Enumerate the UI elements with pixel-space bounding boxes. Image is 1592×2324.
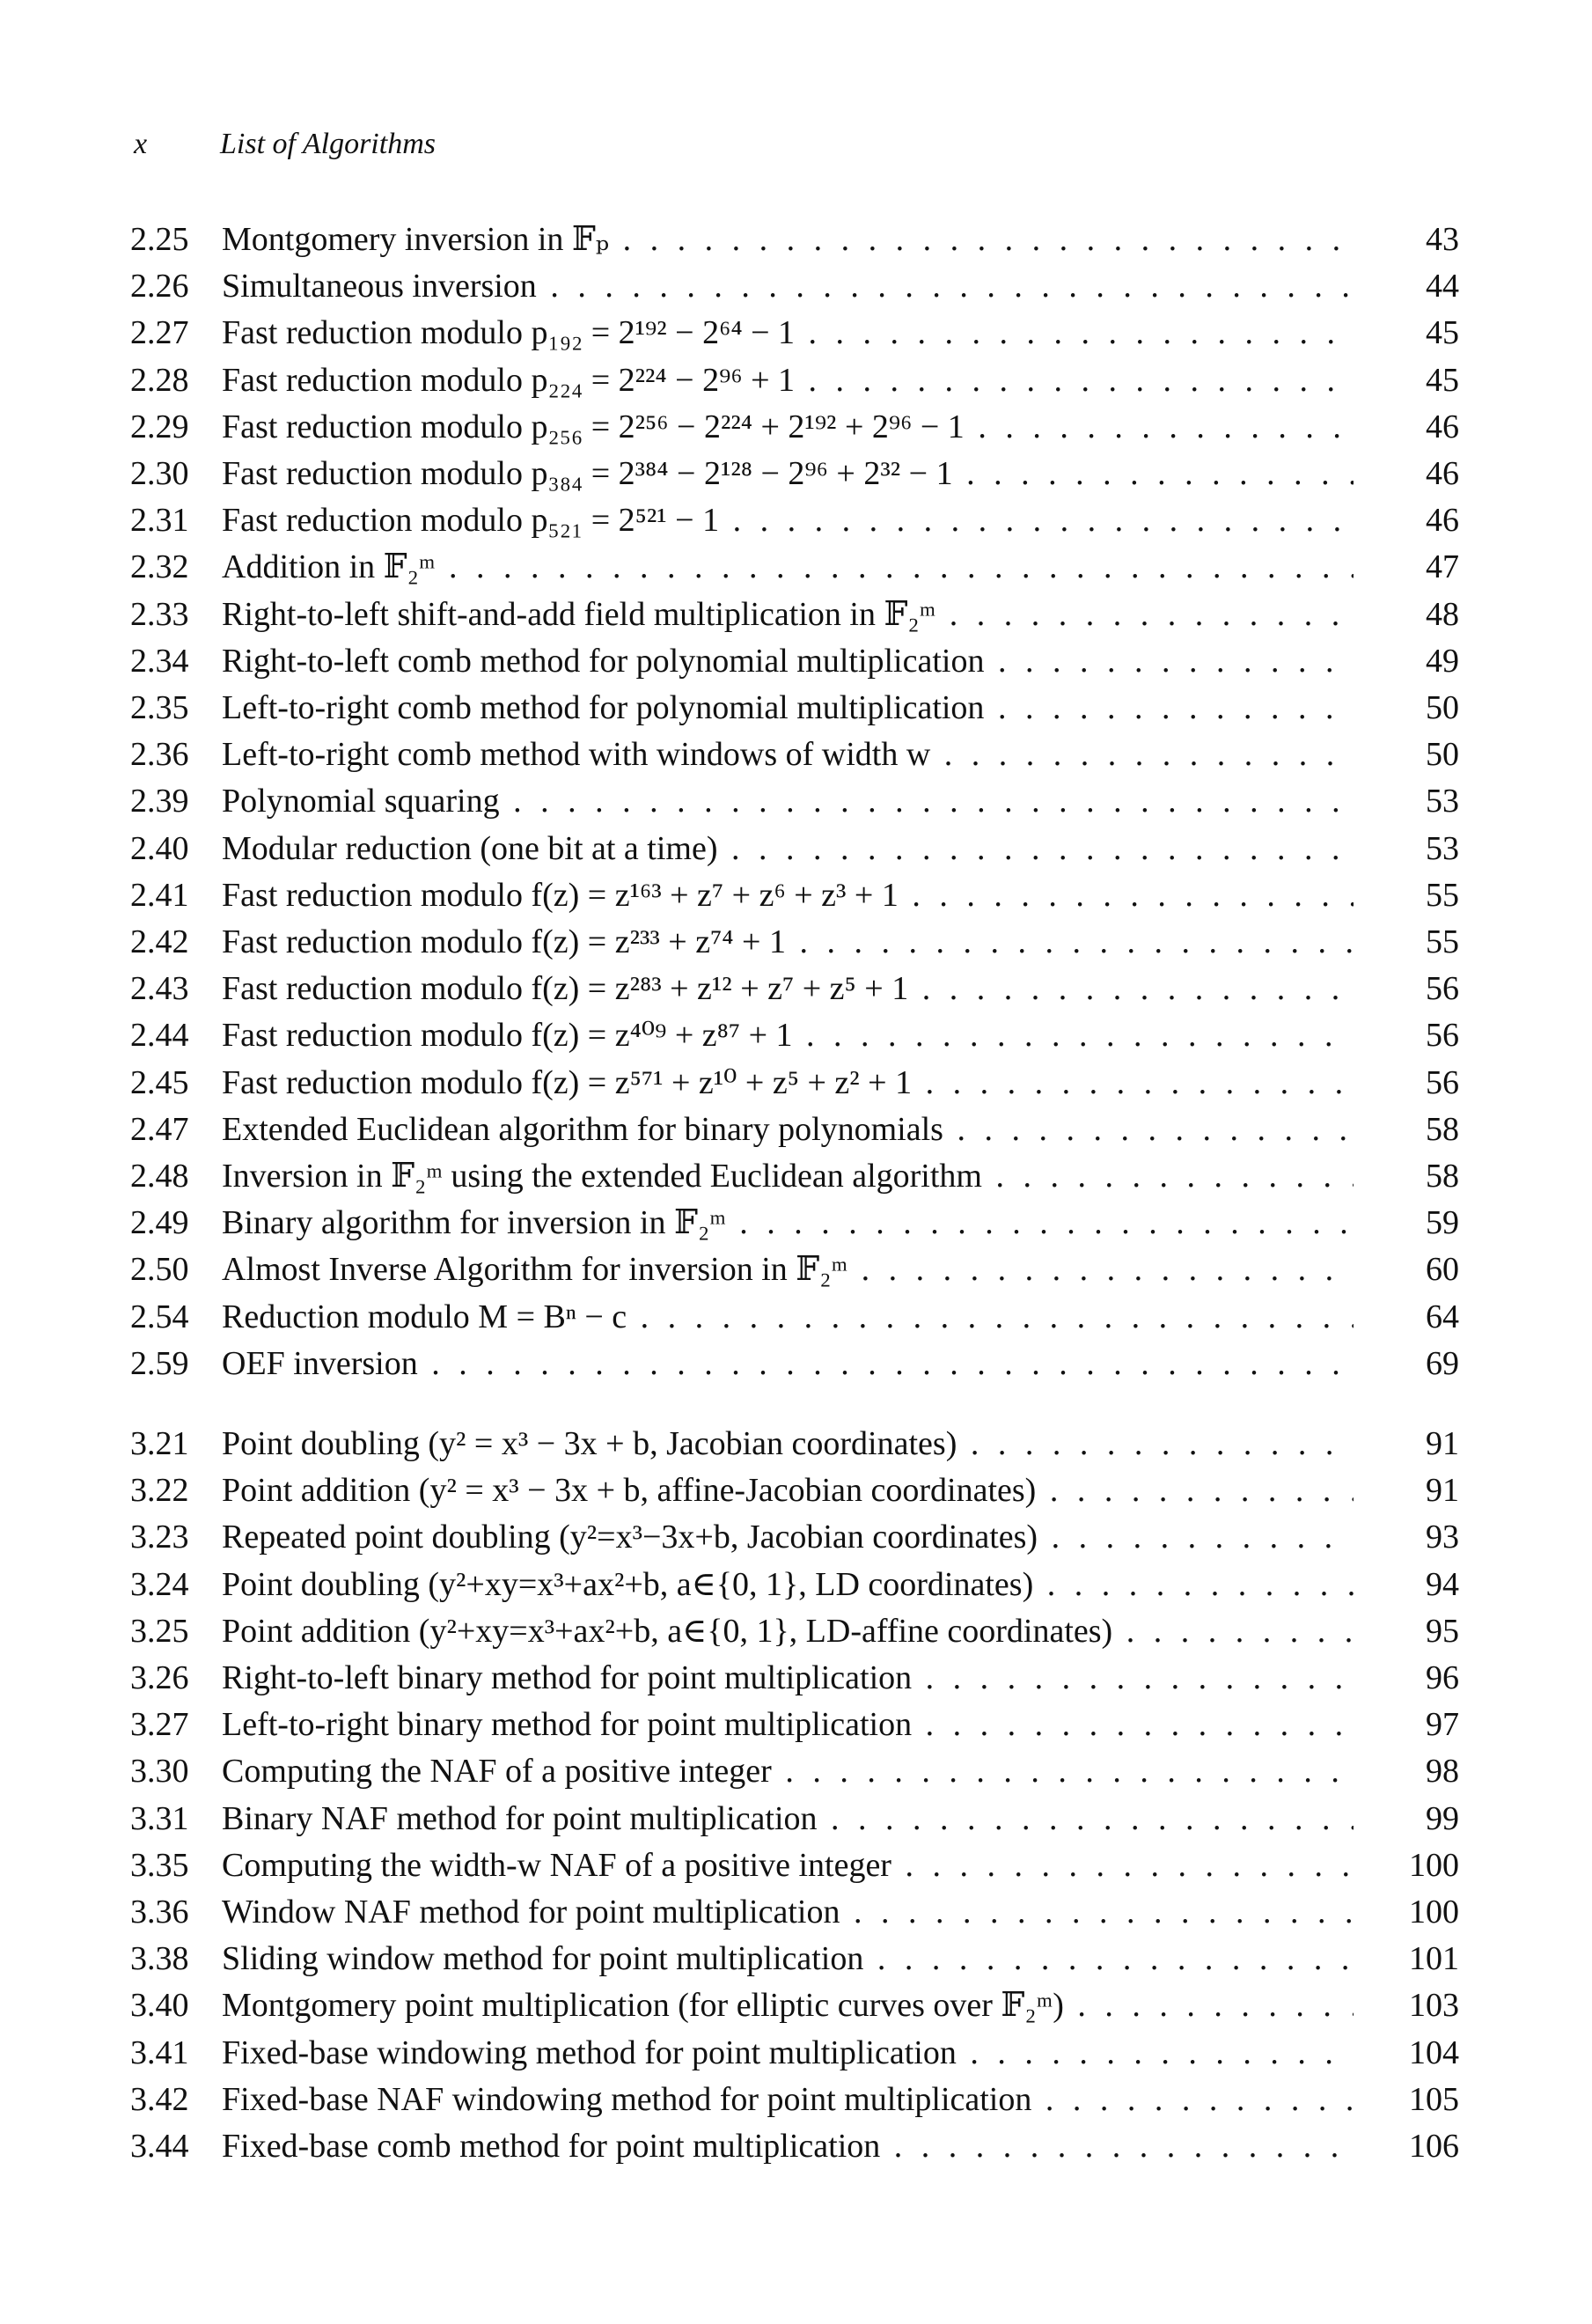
algorithm-entry bbox=[130, 2077, 1459, 2123]
algorithm-number: 2.40 bbox=[130, 829, 189, 867]
algorithm-page: 97 bbox=[1426, 1706, 1459, 1744]
algorithm-title: Fixed-base windowing method for point multiplication . . . bbox=[222, 2030, 1354, 2077]
algorithm-title: Left-to-right comb method with windows of width w . . . bbox=[222, 732, 1354, 778]
algorithm-page: 94 bbox=[1426, 1565, 1459, 1603]
algorithm-number: 2.47 bbox=[130, 1110, 189, 1148]
algorithm-page: 100 bbox=[1409, 1894, 1459, 1931]
algorithm-page: 96 bbox=[1426, 1659, 1459, 1696]
algorithm-title: Modular reduction (one bit at a time) . . . bbox=[222, 826, 1354, 872]
algorithm-title: Window NAF method for point multiplication . . . bbox=[222, 1889, 1354, 1936]
algorithm-title: Almost Inverse Algorithm for inversion in 𝔽₂ᵐ . . . bbox=[222, 1247, 1354, 1293]
algorithm-page: 56 bbox=[1426, 1063, 1459, 1101]
algorithm-title: Fast reduction modulo p₅₂₁ = 2⁵²¹ − 1 . . . bbox=[222, 497, 1354, 544]
algorithm-entry bbox=[130, 263, 1459, 310]
algorithm-number: 2.45 bbox=[130, 1063, 189, 1101]
algorithm-title: Fast reduction modulo f(z) = z²³³ + z⁷⁴ + 1 . . . bbox=[222, 919, 1354, 966]
algorithm-entry bbox=[130, 1702, 1459, 1748]
algorithm-title: Right-to-left comb method for polynomial multiplication . . . bbox=[222, 638, 1354, 685]
algorithm-title: Repeated point doubling (y²=x³−3x+b, Jacobian coordinates) . . . bbox=[222, 1514, 1354, 1561]
algorithm-number: 3.24 bbox=[130, 1565, 189, 1603]
algorithm-number: 2.26 bbox=[130, 268, 189, 305]
algorithm-title: Fast reduction modulo f(z) = z⁴⁰⁹ + z⁸⁷ + 1 . . . bbox=[222, 1012, 1354, 1059]
algorithm-page: 46 bbox=[1426, 502, 1459, 540]
algorithm-entry bbox=[130, 497, 1459, 544]
algorithm-title: Inversion in 𝔽₂ᵐ using the extended Euclidean algorithm . . . bbox=[222, 1153, 1354, 1200]
algorithm-page: 59 bbox=[1426, 1204, 1459, 1242]
algorithm-entry bbox=[130, 1889, 1459, 1936]
algorithm-title: Binary algorithm for inversion in 𝔽₂ᵐ . . . bbox=[222, 1200, 1354, 1247]
algorithm-page: 56 bbox=[1426, 970, 1459, 1008]
algorithm-number: 2.30 bbox=[130, 455, 189, 492]
algorithm-page: 58 bbox=[1426, 1158, 1459, 1195]
algorithm-title: OEF inversion . . . bbox=[222, 1341, 1354, 1387]
algorithm-title: Point addition (y²+xy=x³+ax²+b, a∈{0, 1}, LD-affine coordinates) . . . bbox=[222, 1608, 1354, 1655]
algorithm-page: 93 bbox=[1426, 1519, 1459, 1556]
algorithm-number: 3.27 bbox=[130, 1706, 189, 1744]
algorithm-entry bbox=[130, 1514, 1459, 1561]
algorithm-entry bbox=[130, 1060, 1459, 1107]
algorithm-title: Montgomery point multiplication (for elliptic curves over 𝔽₂ᵐ) . . . bbox=[222, 1982, 1354, 2029]
algorithm-page: 55 bbox=[1426, 923, 1459, 960]
algorithm-page: 53 bbox=[1426, 829, 1459, 867]
algorithm-entry bbox=[130, 1107, 1459, 1153]
algorithm-number: 2.49 bbox=[130, 1204, 189, 1242]
page-folio: x bbox=[134, 128, 148, 160]
algorithm-number: 3.25 bbox=[130, 1612, 189, 1650]
algorithm-page: 55 bbox=[1426, 876, 1459, 914]
algorithm-number: 2.28 bbox=[130, 361, 189, 399]
algorithm-page: 49 bbox=[1426, 642, 1459, 680]
algorithm-title: Computing the NAF of a positive integer . . . bbox=[222, 1748, 1354, 1795]
algorithm-number: 3.35 bbox=[130, 1846, 189, 1884]
algorithm-title: Sliding window method for point multiplication . . . bbox=[222, 1936, 1354, 1982]
algorithm-entry bbox=[130, 1982, 1459, 2029]
algorithm-entry bbox=[130, 1467, 1459, 1514]
algorithm-number: 3.40 bbox=[130, 1987, 189, 2025]
algorithm-number: 3.42 bbox=[130, 2080, 189, 2118]
algorithm-page: 50 bbox=[1426, 689, 1459, 726]
algorithm-title: Fast reduction modulo p₂₂₄ = 2²²⁴ − 2⁹⁶ + 1 . . . bbox=[222, 357, 1354, 404]
algorithm-page: 45 bbox=[1426, 314, 1459, 352]
algorithm-page: 103 bbox=[1409, 1987, 1459, 2025]
algorithm-title: Montgomery inversion in 𝔽ₚ . . . bbox=[222, 217, 1354, 263]
algorithm-number: 2.41 bbox=[130, 876, 189, 914]
algorithm-page: 95 bbox=[1426, 1612, 1459, 1650]
algorithm-entry bbox=[130, 1562, 1459, 1608]
algorithm-entry bbox=[130, 1421, 1459, 1467]
algorithm-title: Computing the width-w NAF of a positive integer . . . bbox=[222, 1842, 1354, 1889]
algorithm-page: 45 bbox=[1426, 361, 1459, 399]
algorithm-entry bbox=[130, 1294, 1459, 1341]
algorithm-title: Extended Euclidean algorithm for binary polynomials . . . bbox=[222, 1107, 1354, 1153]
algorithm-title: Left-to-right binary method for point multiplication . . . bbox=[222, 1702, 1354, 1748]
algorithm-page: 46 bbox=[1426, 408, 1459, 445]
algorithm-entry bbox=[130, 1608, 1459, 1655]
algorithm-page: 91 bbox=[1426, 1472, 1459, 1510]
algorithm-title: Fast reduction modulo p₃₈₄ = 2³⁸⁴ − 2¹²⁸ − 2⁹⁶ + 2³² − 1 . . . bbox=[222, 451, 1354, 497]
algorithm-title: Polynomial squaring . . . bbox=[222, 778, 1354, 825]
algorithm-title: Point doubling (y² = x³ − 3x + b, Jacobian coordinates) . . . bbox=[222, 1421, 1354, 1467]
algorithm-entry bbox=[130, 1153, 1459, 1200]
algorithm-number: 2.32 bbox=[130, 548, 189, 586]
algorithm-number: 2.27 bbox=[130, 314, 189, 352]
algorithm-title: Fast reduction modulo f(z) = z¹⁶³ + z⁷ + z⁶ + z³ + 1 . . . bbox=[222, 872, 1354, 919]
algorithm-page: 44 bbox=[1426, 268, 1459, 305]
algorithm-entry bbox=[130, 451, 1459, 497]
running-title: List of Algorithms bbox=[220, 128, 436, 160]
algorithm-title: Fast reduction modulo f(z) = z⁵⁷¹ + z¹⁰ + z⁵ + z² + 1 . . . bbox=[222, 1060, 1354, 1107]
algorithm-entry bbox=[130, 685, 1459, 732]
algorithm-page: 100 bbox=[1409, 1846, 1459, 1884]
algorithm-number: 2.33 bbox=[130, 595, 189, 633]
algorithm-title: Left-to-right comb method for polynomial multiplication . . . bbox=[222, 685, 1354, 732]
algorithm-number: 3.31 bbox=[130, 1799, 189, 1837]
algorithm-number: 3.41 bbox=[130, 2034, 189, 2071]
algorithm-number: 3.22 bbox=[130, 1472, 189, 1510]
algorithm-entry bbox=[130, 638, 1459, 685]
algorithm-page: 98 bbox=[1426, 1753, 1459, 1791]
algorithm-entry bbox=[130, 1012, 1459, 1059]
algorithm-page: 104 bbox=[1409, 2034, 1459, 2071]
algorithm-number: 2.42 bbox=[130, 923, 189, 960]
algorithm-title: Reduction modulo M = Bⁿ − c . . . bbox=[222, 1294, 1354, 1341]
algorithm-entry bbox=[130, 1842, 1459, 1889]
algorithm-page: 69 bbox=[1426, 1344, 1459, 1382]
algorithm-page: 46 bbox=[1426, 455, 1459, 492]
algorithm-entry bbox=[130, 1748, 1459, 1795]
algorithm-number: 3.26 bbox=[130, 1659, 189, 1696]
algorithm-page: 101 bbox=[1409, 1940, 1459, 1978]
algorithm-page: 60 bbox=[1426, 1251, 1459, 1289]
algorithm-page: 43 bbox=[1426, 221, 1459, 258]
algorithm-number: 3.23 bbox=[130, 1519, 189, 1556]
algorithm-number: 2.25 bbox=[130, 221, 189, 258]
algorithm-entry bbox=[130, 404, 1459, 451]
algorithm-entry bbox=[130, 872, 1459, 919]
algorithm-entry bbox=[130, 2123, 1459, 2170]
algorithm-number: 2.29 bbox=[130, 408, 189, 445]
algorithm-entry bbox=[130, 2030, 1459, 2077]
algorithm-entry bbox=[130, 778, 1459, 825]
algorithm-title: Point doubling (y²+xy=x³+ax²+b, a∈{0, 1}, LD coordinates) . . . bbox=[222, 1562, 1354, 1608]
algorithm-title: Fast reduction modulo f(z) = z²⁸³ + z¹² + z⁷ + z⁵ + 1 . . . bbox=[222, 966, 1354, 1012]
algorithm-entry bbox=[130, 1655, 1459, 1702]
algorithm-number: 3.44 bbox=[130, 2128, 189, 2165]
algorithm-number: 2.31 bbox=[130, 502, 189, 540]
algorithm-page: 50 bbox=[1426, 736, 1459, 774]
algorithm-number: 2.36 bbox=[130, 736, 189, 774]
algorithm-entry bbox=[130, 592, 1459, 638]
algorithm-title: Point addition (y² = x³ − 3x + b, affine-Jacobian coordinates) . . . bbox=[222, 1467, 1354, 1514]
algorithm-entry bbox=[130, 1247, 1459, 1293]
algorithm-page: 99 bbox=[1426, 1799, 1459, 1837]
algorithm-title: Fixed-base NAF windowing method for point multiplication . . . bbox=[222, 2077, 1354, 2123]
algorithm-number: 2.43 bbox=[130, 970, 189, 1008]
algorithm-number: 3.21 bbox=[130, 1425, 189, 1462]
algorithm-number: 2.50 bbox=[130, 1251, 189, 1289]
algorithm-entry bbox=[130, 217, 1459, 263]
algorithm-title: Fast reduction modulo p₂₅₆ = 2²⁵⁶ − 2²²⁴ + 2¹⁹² + 2⁹⁶ − 1 . . . bbox=[222, 404, 1354, 451]
algorithm-entry bbox=[130, 544, 1459, 591]
algorithm-page: 56 bbox=[1426, 1017, 1459, 1055]
algorithm-page: 53 bbox=[1426, 783, 1459, 820]
algorithm-page: 105 bbox=[1409, 2080, 1459, 2118]
algorithm-title: Fast reduction modulo p₁₉₂ = 2¹⁹² − 2⁶⁴ − 1 . . . bbox=[222, 310, 1354, 357]
algorithm-title: Right-to-left binary method for point multiplication . . . bbox=[222, 1655, 1354, 1702]
algorithm-page: 48 bbox=[1426, 595, 1459, 633]
algorithm-entry bbox=[130, 357, 1459, 404]
algorithm-page: 64 bbox=[1426, 1298, 1459, 1335]
algorithm-title: Right-to-left shift-and-add field multiplication in 𝔽₂ᵐ . . . bbox=[222, 592, 1354, 638]
algorithm-number: 2.35 bbox=[130, 689, 189, 726]
algorithm-number: 2.34 bbox=[130, 642, 189, 680]
algorithm-entry bbox=[130, 310, 1459, 357]
algorithm-number: 3.30 bbox=[130, 1753, 189, 1791]
algorithm-entry bbox=[130, 919, 1459, 966]
algorithm-entry bbox=[130, 1936, 1459, 1982]
algorithm-entry bbox=[130, 826, 1459, 872]
algorithm-page: 106 bbox=[1409, 2128, 1459, 2165]
algorithm-entry bbox=[130, 1796, 1459, 1842]
algorithm-title: Binary NAF method for point multiplication . . . bbox=[222, 1796, 1354, 1842]
algorithm-number: 3.36 bbox=[130, 1894, 189, 1931]
algorithm-number: 2.44 bbox=[130, 1017, 189, 1055]
algorithm-entry bbox=[130, 1200, 1459, 1247]
algorithm-number: 2.39 bbox=[130, 783, 189, 820]
algorithm-title: Addition in 𝔽₂ᵐ . . . bbox=[222, 544, 1354, 591]
algorithm-number: 2.59 bbox=[130, 1344, 189, 1382]
algorithm-entry bbox=[130, 1341, 1459, 1387]
algorithm-number: 3.38 bbox=[130, 1940, 189, 1978]
algorithm-number: 2.48 bbox=[130, 1158, 189, 1195]
algorithm-page: 91 bbox=[1426, 1425, 1459, 1462]
algorithm-page: 47 bbox=[1426, 548, 1459, 586]
algorithm-entry bbox=[130, 966, 1459, 1012]
algorithm-title: Fixed-base comb method for point multiplication . . . bbox=[222, 2123, 1354, 2170]
algorithm-number: 2.54 bbox=[130, 1298, 189, 1335]
algorithm-entry bbox=[130, 732, 1459, 778]
algorithm-title: Simultaneous inversion . . . bbox=[222, 263, 1354, 310]
algorithm-page: 58 bbox=[1426, 1110, 1459, 1148]
